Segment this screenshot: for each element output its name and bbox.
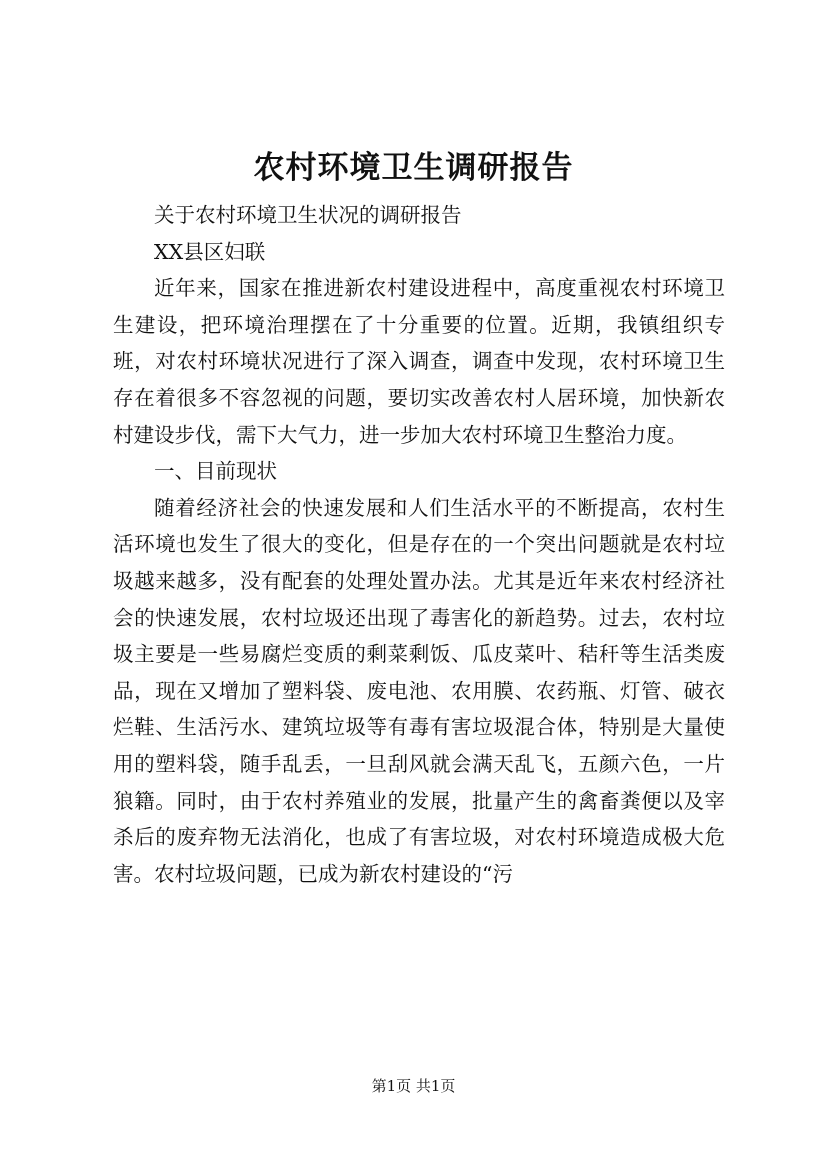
document-body [113,197,725,892]
author-paragraph: XX县区妇联 [154,239,266,264]
page-footer: 第1页 共1页 [371,1077,456,1095]
document-title: 农村环境卫生调研报告 [253,150,574,186]
section-heading: 一、目前现状 [154,459,277,484]
subtitle-paragraph: 关于农村环境卫生状况的调研报告 [154,203,462,227]
intro-paragraph: 近年来，国家在推进新农村建设进程中，高度重视农村环境卫生建设，把环境治理摆在了十分重要的位置。近期，我镇组织专班，对农村环境状况进行了深入调查，调查中发现，农村环境卫生存在着很多不容忽视的问题，要切实改善农村人居环境，加快新农村建设步伐，需下大气力，进一步加大农村环境卫生整治力度。 [113,276,725,447]
body-paragraph: 随着经济社会的快速发展和人们生活水平的不断提高，农村生活环境也发生了很大的变化，但是存在的一个突出问题就是农村垃圾越来越多，没有配套的处理处置办法。尤其是近年来农村经济社会的快速发展，农村垃圾还出现了毒害化的新趋势。过去，农村垃圾主要是一些易腐烂变质的剩菜剩饭、瓜皮菜叶、秸秆等生活类废品，现在又增加了塑料袋、废电池、农用膜、农药瓶、灯管、破衣烂鞋、生活污水、建筑垃圾等有毒有害垃圾混合体，特别是大量使用的塑料袋，随手乱丢，一旦刮风就会满天乱飞，五颜六色，一片狼籍。同时，由于农村养殖业的发展，批量产生的禽畜粪便以及宰杀后的废弃物无法消化，也成了有害垃圾，对农村环境造成极大危害。农村垃圾问题，已成为新农村建设的“污 [113,495,725,886]
